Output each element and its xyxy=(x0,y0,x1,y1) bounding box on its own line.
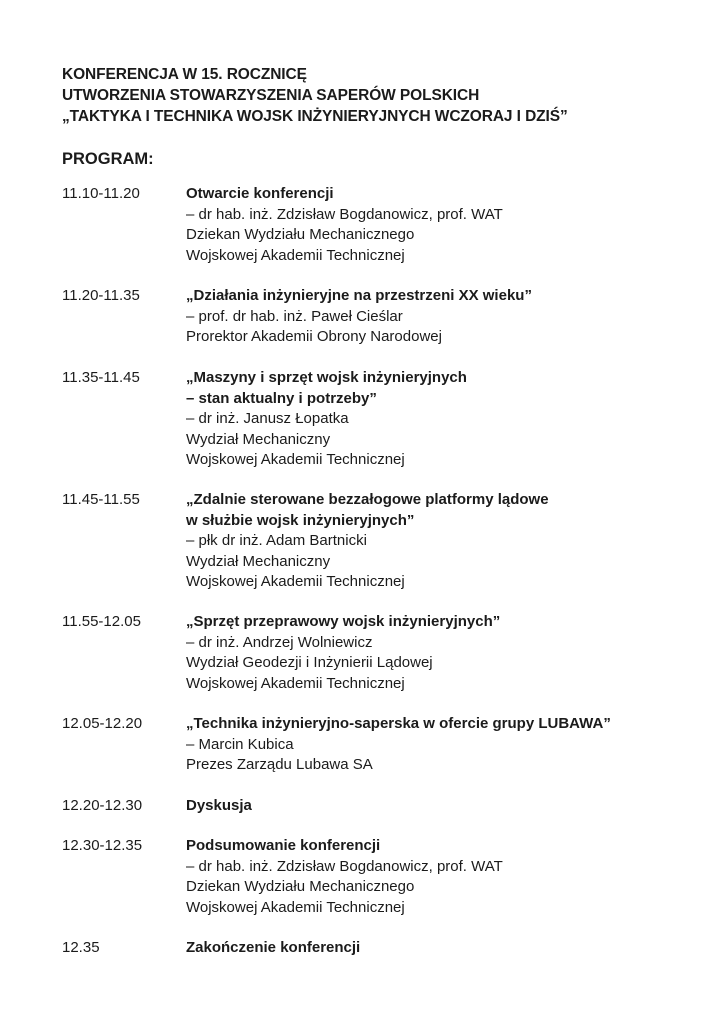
program-item-content xyxy=(186,714,706,776)
program-item-content xyxy=(186,612,706,694)
program-item-content xyxy=(186,836,706,918)
program-item-detail: Dziekan Wydziału Mechanicznego xyxy=(186,878,415,895)
program-item-title: Zakończenie konferencji xyxy=(186,939,361,956)
program-item-detail: – dr inż. Janusz Łopatka xyxy=(186,410,349,427)
program-item-time: 11.45-11.55 xyxy=(62,491,140,508)
program-item-title: Otwarcie konferencji xyxy=(186,185,334,202)
program-item-detail: – dr inż. Andrzej Wolniewicz xyxy=(186,633,373,651)
program-item-detail: – prof. dr hab. inż. Paweł Cieślar xyxy=(186,307,403,325)
program-item-title: – stan aktualny i potrzeby” xyxy=(186,389,377,407)
program-item-detail: – Marcin Kubica xyxy=(186,735,294,753)
program-item-detail: Wojskowej Akademii Technicznej xyxy=(186,451,405,468)
program-title: PROGRAM: xyxy=(62,150,154,168)
program-item-detail: Wydział Geodezji i Inżynierii Lądowej xyxy=(186,654,433,671)
program-item-title: „Maszyny i sprzęt wojsk inżynieryjnych xyxy=(186,369,467,386)
header-line-3: „TAKTYKA I TECHNIKA WOJSK INŻYNIERYJNYCH WCZORAJ I DZIŚ” xyxy=(62,108,568,125)
program-item-title: Podsumowanie konferencji xyxy=(186,837,381,854)
program-item-time: 11.35-11.45 xyxy=(62,369,140,386)
program-item-content xyxy=(186,490,706,593)
program-item-detail: Wydział Mechaniczny xyxy=(186,552,331,570)
program-item-time: 11.55-12.05 xyxy=(62,613,141,630)
program-item-content xyxy=(186,796,706,817)
program-item-detail: Prorektor Akademii Obrony Narodowej xyxy=(186,328,442,345)
program-item-title: „Działania inżynieryjne na przestrzeni XX wieku” xyxy=(186,287,532,304)
header-line-2: UTWORZENIA STOWARZYSZENIA SAPERÓW POLSKICH xyxy=(62,87,480,104)
program-item-detail: Wojskowej Akademii Technicznej xyxy=(186,674,405,692)
program-item-detail: Prezes Zarządu Lubawa SA xyxy=(186,756,373,773)
program-item-time: 11.20-11.35 xyxy=(62,287,140,304)
program-item-title: w służbie wojsk inżynieryjnych” xyxy=(186,511,415,529)
program-item-content xyxy=(186,368,706,471)
program-item-detail: Wydział Mechaniczny xyxy=(186,430,331,448)
program-item-detail: Wojskowej Akademii Technicznej xyxy=(186,898,405,916)
program-item-title: Dyskusja xyxy=(186,797,252,814)
header-line-1: KONFERENCJA W 15. ROCZNICĘ xyxy=(62,66,307,83)
program-item-detail: Wojskowej Akademii Technicznej xyxy=(186,573,405,590)
program-item-detail: Wojskowej Akademii Technicznej xyxy=(186,246,405,264)
program-item-content xyxy=(186,184,706,266)
program-item-content xyxy=(186,938,706,959)
program-item-content xyxy=(186,286,706,348)
program-item-time: 11.10-11.20 xyxy=(62,185,140,202)
program-item-title: „Sprzęt przeprawowy wojsk inżynieryjnych” xyxy=(186,613,501,630)
program-item-detail: Dziekan Wydziału Mechanicznego xyxy=(186,226,415,243)
program-item-detail: – dr hab. inż. Zdzisław Bogdanowicz, prof. WAT xyxy=(186,857,503,875)
program-item-time: 12.20-12.30 xyxy=(62,797,143,814)
program-item-detail: – płk dr inż. Adam Bartnicki xyxy=(186,532,367,549)
program-item-time: 12.05-12.20 xyxy=(62,715,143,732)
program-item-detail: – dr hab. inż. Zdzisław Bogdanowicz, prof. WAT xyxy=(186,205,503,223)
program-item-title: „Technika inżynieryjno-saperska w ofercie grupy LUBAWA” xyxy=(186,715,611,732)
program-item-time: 12.30-12.35 xyxy=(62,837,143,854)
conference-header xyxy=(62,64,568,127)
program-item-time: 12.35 xyxy=(62,939,100,956)
program-item-title: „Zdalnie sterowane bezzałogowe platformy lądowe xyxy=(186,491,549,508)
